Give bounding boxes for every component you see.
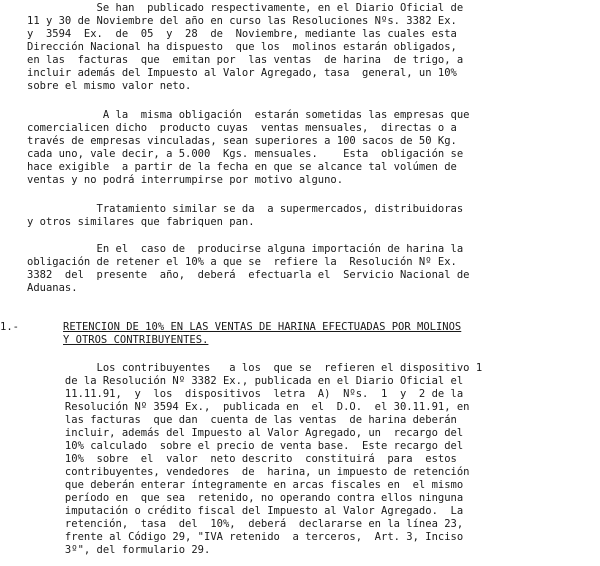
paragraph-5-line: 11.11.91, y los dispositivos letra A) Nºs. 1 y 2 de la	[27, 388, 464, 400]
paragraph-4-line: obligación de retener el 10% a que se refiere la Resolución Nº Ex.	[27, 256, 457, 268]
paragraph-2-line: hace exigible a partir de la fecha en que se alcance tal volúmen de	[27, 161, 457, 173]
paragraph-4-line: En el caso de producirse alguna importación de harina la	[27, 243, 464, 255]
paragraph-5-line: retención, tasa del 10%, deberá declararse en la línea 23,	[27, 518, 464, 530]
paragraph-5-line: las facturas que dan cuenta de las ventas de harina deberán	[27, 414, 457, 426]
paragraph-5-line: imputación o crédito fiscal del Impuesto al Valor Agregado. La	[27, 505, 464, 517]
paragraph-3-line: y otros similares que fabriquen pan.	[27, 216, 255, 228]
paragraph-1-line: en las facturas que emitan por las ventas de harina de trigo, a	[27, 54, 464, 66]
paragraph-4-line: Aduanas.	[27, 282, 78, 294]
paragraph-5-line: de la Resolución Nº 3382 Ex., publicada en el Diario Oficial el	[27, 375, 464, 387]
paragraph-1-line: 11 y 30 de Noviembre del año en curso las Resoluciones Nºs. 3382 Ex.	[27, 15, 457, 27]
paragraph-3-line: Tratamiento similar se da a supermercados, distribuidoras	[27, 203, 464, 215]
paragraph-2-line: través de empresas vinculadas, sean superiores a 100 sacos de 50 Kg.	[27, 135, 457, 147]
section-title: RETENCION DE 10% EN LAS VENTAS DE HARINA EFECTUADAS POR MOLINOS	[63, 321, 462, 333]
paragraph-5-line: contribuyentes, vendedores de harina, un impuesto de retención	[27, 466, 470, 478]
paragraph-5-line: que deberán enterar íntegramente en arcas fiscales en el mismo	[27, 479, 464, 491]
paragraph-1-line: Se han publicado respectivamente, en el Diario Oficial de	[27, 2, 464, 14]
paragraph-4-line: 3382 del presente año, deberá efectuarla el Servicio Nacional de	[27, 269, 470, 281]
paragraph-2-line: comercialicen dicho producto cuyas ventas mensuales, directas o a	[27, 122, 457, 134]
paragraph-5-line: 10% calculado sobre el precio de venta base. Este recargo del	[27, 440, 464, 452]
section-title: Y OTROS CONTRIBUYENTES.	[63, 334, 209, 346]
section-number: 1.-	[0, 321, 19, 333]
paragraph-2-line: A la misma obligación estarán sometidas las empresas que	[27, 109, 470, 121]
paragraph-5-line: 3º", del formulario 29.	[27, 544, 211, 556]
paragraph-1-line: sobre el mismo valor neto.	[27, 80, 192, 92]
paragraph-1-line: incluir además del Impuesto al Valor Agregado, tasa general, un 10%	[27, 67, 457, 79]
paragraph-5-line: frente al Código 29, "IVA retenido a terceros, Art. 3, Inciso	[27, 531, 464, 543]
paragraph-5-line: Los contribuyentes a los que se refieren el dispositivo 1	[27, 362, 483, 374]
paragraph-1-line: y 3594 Ex. de 05 y 28 de Noviembre, mediante las cuales esta	[27, 28, 457, 40]
paragraph-5-line: incluir, además del Impuesto al Valor Agregado, un recargo del	[27, 427, 464, 439]
paragraph-2-line: ventas y no podrá interrumpirse por motivo alguno.	[27, 174, 344, 186]
paragraph-2-line: cada uno, vale decir, a 5.000 Kgs. mensuales. Esta obligación se	[27, 148, 464, 160]
paragraph-1-line: Dirección Nacional ha dispuesto que los molinos estarán obligados,	[27, 41, 457, 53]
paragraph-5-line: Resolución Nº 3594 Ex., publicada en el D.O. el 30.11.91, en	[27, 401, 470, 413]
paragraph-5-line: 10% sobre el valor neto descrito constituirá para estos	[27, 453, 457, 465]
paragraph-5-line: período en que sea retenido, no operando contra ellos ninguna	[27, 492, 464, 504]
